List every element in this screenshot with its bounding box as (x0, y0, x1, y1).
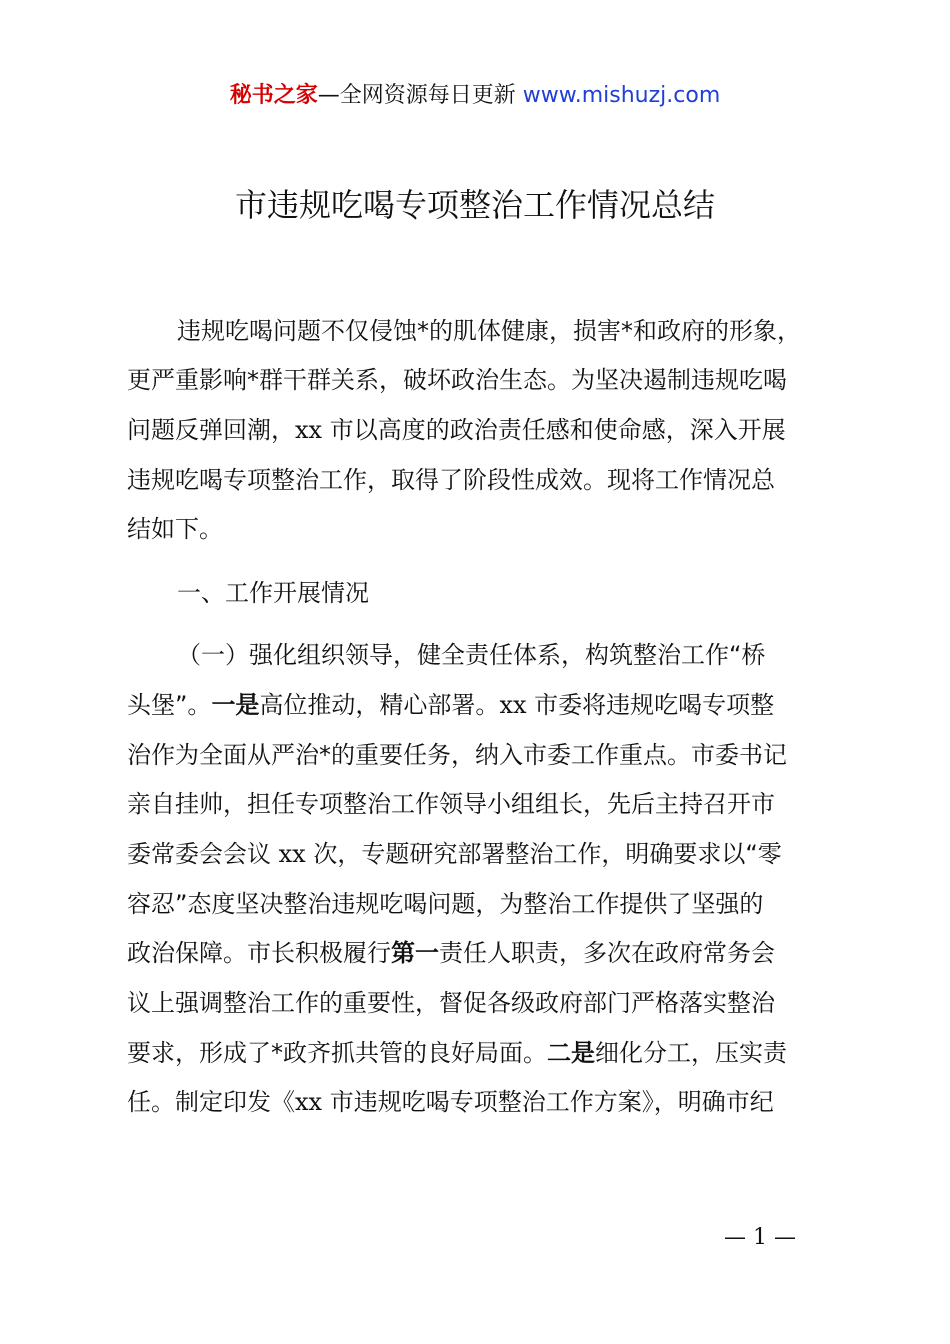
text-run: 任。制定印发《 (127, 1088, 295, 1116)
intro-line (127, 413, 786, 447)
section-heading: 一、工作开展情况 (177, 579, 369, 607)
site-url-link[interactable]: www.mishuzj.com (522, 83, 721, 108)
body-line: 议上强调整治工作的重要性，督促各级政府部门严格落实整治 (127, 989, 775, 1017)
text-run: 责任人职责，多次在政府常务会 (439, 939, 775, 967)
text-run: 头堡”。 (127, 691, 212, 719)
text-run: 要求，形成了*政齐抓共管的良好局面。 (127, 1039, 547, 1067)
body-line: 治作为全面从严治*的重要任务，纳入市委工作重点。市委书记 (127, 741, 787, 769)
text-run: 委常委会会议 (127, 840, 279, 868)
document-title: 市违规吃喝专项整治工作情况总结 (234, 186, 715, 224)
page-number: — 1 — (724, 1225, 796, 1250)
body-line (127, 1036, 787, 1070)
text-run: 政治保障。市长积极履行 (127, 939, 391, 967)
text-run: xx (295, 1088, 323, 1116)
text-run: xx (278, 840, 306, 868)
emphasis-text: 第一 (391, 939, 439, 967)
text-run: 市违规吃喝专项整治工作方案》，明确市纪 (322, 1088, 774, 1116)
text-run: 高位推动，精心部署。 (259, 691, 500, 719)
text-run: 细化分工，压实责 (595, 1039, 787, 1067)
text-run: 次，专题研究部署整治工作，明确要求以“零 (305, 840, 782, 868)
body-line (127, 1085, 774, 1119)
body-line (127, 688, 774, 722)
intro-line: 违规吃喝专项整治工作，取得了阶段性成效。现将工作情况总 (127, 466, 775, 494)
body-line (127, 936, 775, 970)
site-brand: 秘书之家 (229, 83, 318, 108)
body-line (127, 837, 782, 871)
body-line: 容忍”态度坚决整治违规吃喝问题，为整治工作提供了坚强的 (127, 890, 764, 918)
text-run: xx (499, 691, 527, 719)
body-line: （一）强化组织领导，健全责任体系，构筑整治工作“桥 (177, 641, 766, 669)
text-run: xx (295, 416, 323, 444)
text-run: 市委将违规吃喝专项整 (526, 691, 775, 719)
site-slogan: —全网资源每日更新 (317, 83, 523, 108)
text-run: 市以高度的政治责任感和使命感，深入开展 (322, 416, 786, 444)
emphasis-text: 一是 (211, 691, 260, 719)
intro-line: 违规吃喝问题不仅侵蚀*的肌体健康，损害*和政府的形象， (177, 317, 801, 345)
site-banner (0, 80, 950, 112)
text-run: 问题反弹回潮， (127, 416, 295, 444)
body-line: 亲自挂帅，担任专项整治工作领导小组组长，先后主持召开市 (127, 790, 775, 818)
emphasis-text: 二是 (547, 1039, 595, 1067)
intro-line: 更严重影响*群干群关系，破坏政治生态。为坚决遏制违规吃喝 (127, 366, 787, 394)
intro-line: 结如下。 (127, 515, 223, 543)
